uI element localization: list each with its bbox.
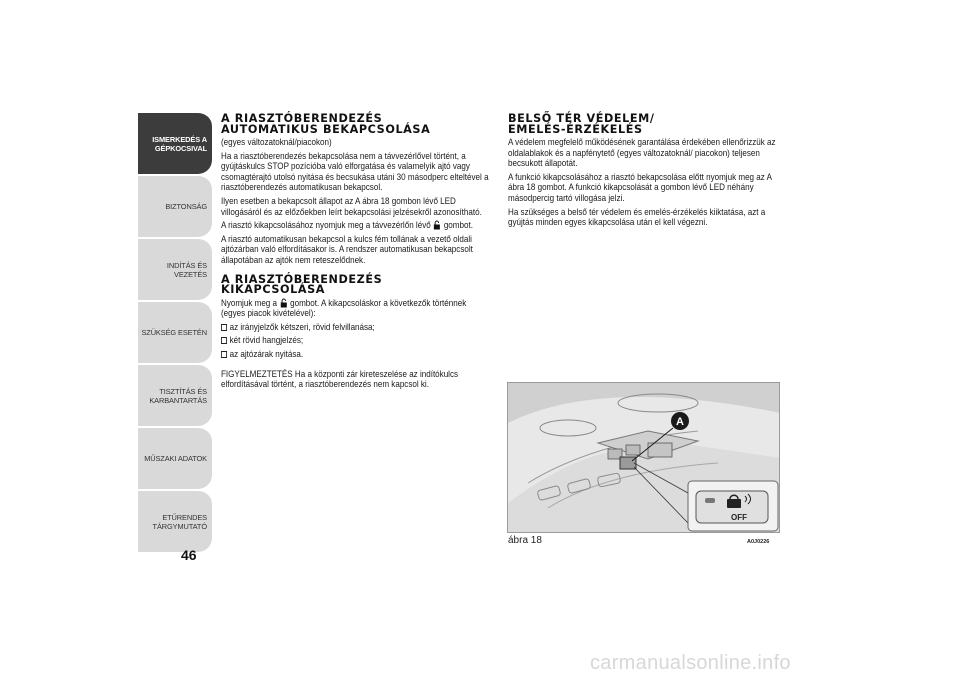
watermark: carmanualsonline.info xyxy=(590,652,791,674)
list-item: két rövid hangjelzés; xyxy=(221,335,492,346)
left-column xyxy=(221,114,493,393)
paragraph: Ilyen esetben a bekapcsolt állapot az A ábra 18 gombon lévő LED villogásáról és az előzőekben leírt bekapcsolási jelzésekről azonosítható. xyxy=(221,194,482,217)
page-number: 46 xyxy=(181,547,197,563)
list-item: az irányjelzők kétszeri, rövid felvillanása; xyxy=(221,322,492,333)
tab-muszaki[interactable]: MŰSZAKI ADATOK xyxy=(138,427,212,489)
roof-console-illustration xyxy=(508,383,780,533)
paragraph: A riasztó kikapcsolásához nyomjuk meg a távvezérlőn lévő gombot. xyxy=(221,219,473,231)
paragraph: A funkció kikapcsolásához a riasztó bekapcsolása előtt nyomjuk meg az A ábra 18 gombot. A funkció kikapcsolását a gombon lévő LED néhány másodpercig tartó villogása jelzi. xyxy=(508,170,772,203)
tab-inditas[interactable]: INDÍTÁS ÉS VEZETÉS xyxy=(138,238,212,300)
checkbox-icon xyxy=(221,324,227,331)
section-title-interior-protection: BELSŐ TÉR VÉDELEM/ EMELÉS-ÉRZÉKELÉS xyxy=(508,112,655,136)
right-column xyxy=(508,114,780,231)
paragraph: A riasztó automatikusan bekapcsol a kulcs fém tollának a vezető oldali ajtózárban való elfordításakor is. A rendszer automatikusan bekapcsolt állapotában az ajtók nem reteszelődnek. xyxy=(221,232,473,265)
unlock-icon xyxy=(434,220,441,230)
section-title-disarm: A RIASZTÓBERENDEZÉS KIKAPCSOLÁSA xyxy=(221,272,383,297)
paragraph: Nyomjuk meg a gombot. A kikapcsoláskor a következők történnek (egyes piacok kivételével): xyxy=(221,296,467,319)
tab-biztonsag[interactable]: BIZTONSÁG xyxy=(138,175,212,237)
figure-18 xyxy=(507,382,780,533)
checkbox-icon xyxy=(221,351,227,358)
figure-code: A0J0226 xyxy=(747,539,770,545)
paragraph: A védelem megfelelő működésének garantálása érdekében ellenőrizzük az oldalablakok és a napfénytető (egyes változatoknál/ piacokon) teljesen becsukott állapotát. xyxy=(508,136,776,169)
tab-tisztitas[interactable]: TISZTÍTÁS ÉS KARBANTARTÁS xyxy=(138,364,212,426)
tab-targymutato[interactable]: ETŰRENDES TÁRGYMUTATÓ xyxy=(138,490,212,552)
tab-szukseg[interactable]: SZÜKSÉG ESETÉN xyxy=(138,301,212,363)
list-item: az ajtózárak nyitása. xyxy=(221,349,492,360)
unlock-icon xyxy=(280,298,287,308)
checkbox-icon xyxy=(221,337,227,344)
callout-label: A xyxy=(676,416,684,428)
warning-text: FIGYELMEZTETÉS Ha a központi zár kireteszelése az indítókulcs elfordításával történt, a riasztóberendezés nem kapcsol ki. xyxy=(221,367,459,390)
paragraph: Ha a riasztóberendezés bekapcsolása nem a távvezérlővel történt, a gyújtáskulcs STOP pozícióba való elforgatása és valamelyik ajtó vagy csomagtérajtó utolsó nyitása és becsukása utáni 30 másodperc elteltével a riasztóberendezés automatikusan bekapcsol. xyxy=(221,149,489,193)
figure-caption: ábra 18 xyxy=(508,535,542,546)
tab-ismerkedes[interactable]: ISMERKEDÉS A GÉPKOCSIVAL xyxy=(138,112,212,174)
off-label: OFF xyxy=(731,513,747,522)
paragraph: Ha szükséges a belső tér védelem és emelés-érzékelés kiiktatása, azt a gyújtás minden egyes kikapcsolása után el kell végezni. xyxy=(508,205,766,228)
paragraph: (egyes változatoknál/piacokon) xyxy=(221,136,332,147)
section-title-auto-arm: A RIASZTÓBERENDEZÉS AUTOMATIKUS BEKAPCSOLÁSA xyxy=(221,112,431,136)
